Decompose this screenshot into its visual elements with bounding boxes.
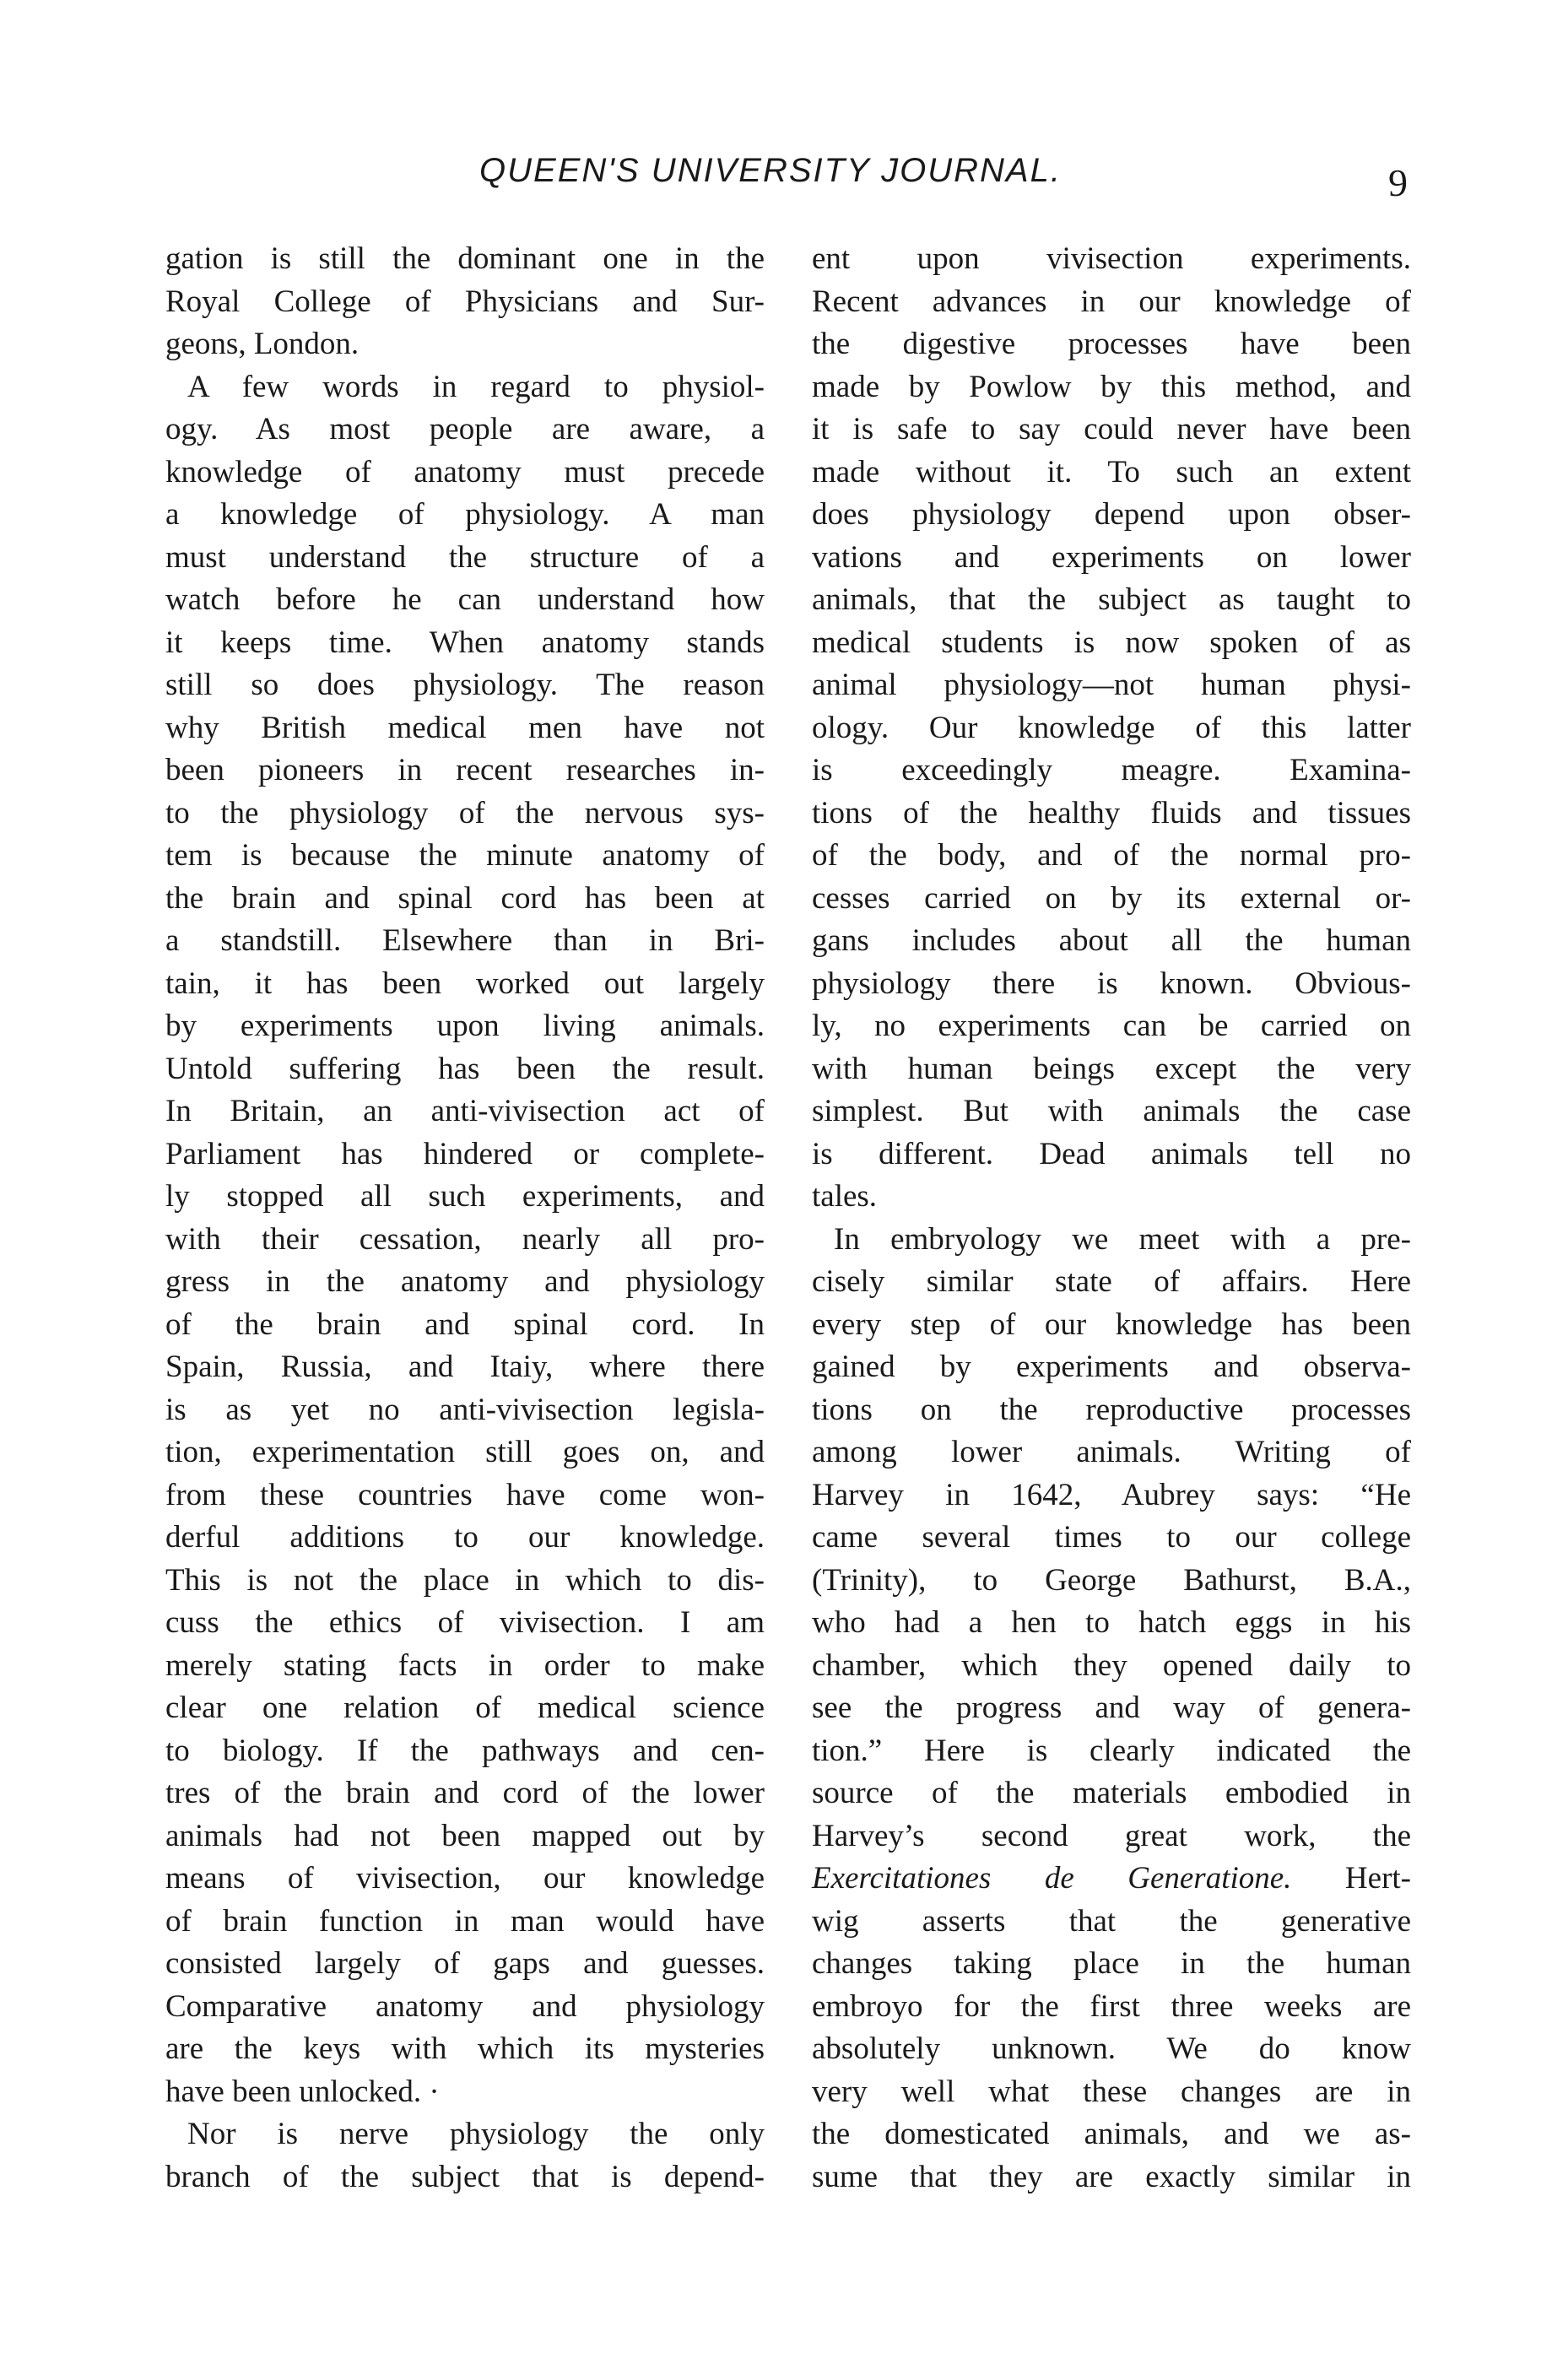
text-line: Harvey’s second great work, the	[812, 1818, 1411, 1853]
text-line: gation is still the dominant one in the	[165, 241, 765, 276]
text-line: knowledge of anatomy must precede	[165, 454, 765, 490]
text-line: tions of the healthy fluids and tissues	[812, 795, 1411, 830]
text-line: to biology. If the pathways and cen-	[165, 1733, 765, 1768]
text-line: very well what these changes are in	[812, 2074, 1411, 2109]
text-line: embroyo for the first three weeks are	[812, 1988, 1411, 2024]
journal-title: QUEEN'S UNIVERSITY JOURNAL.	[479, 152, 1062, 189]
text-line: tres of the brain and cord of the lower	[165, 1776, 765, 1810]
text-line: of the brain and spinal cord. In	[165, 1306, 765, 1342]
text-line: see the progress and way of genera-	[812, 1690, 1411, 1725]
text-line: ogy. As most people are aware, a	[165, 412, 765, 446]
text-line: among lower animals. Writing of	[812, 1435, 1411, 1469]
text-line: Comparative anatomy and physiology	[165, 1988, 765, 2024]
text-line: wig asserts that the generative	[812, 1903, 1411, 1939]
text-line: derful additions to our knowledge.	[165, 1520, 765, 1555]
text-line: gress in the anatomy and physiology	[165, 1264, 765, 1299]
text-line: watch before he can understand how	[165, 582, 765, 617]
text-line: why British medical men have not	[165, 710, 765, 745]
line-text: Hert-	[1291, 1861, 1411, 1896]
text-line: changes taking place in the human	[812, 1946, 1411, 1981]
text-line: In embryology we meet with a pre-	[834, 1221, 1411, 1257]
text-line: it is safe to say could never have been	[812, 412, 1411, 446]
text-line: from these countries have come won-	[165, 1477, 765, 1512]
text-line: ly stopped all such experiments, and	[165, 1179, 765, 1214]
text-line: physiology there is known. Obvious-	[812, 966, 1411, 1001]
text-line: Spain, Russia, and Itaiy, where there	[165, 1350, 765, 1384]
text-line: does physiology depend upon obser-	[812, 497, 1411, 532]
text-line: source of the materials embodied in	[812, 1776, 1411, 1810]
text-line: been pioneers in recent researches in-	[165, 753, 765, 787]
text-line: vations and experiments on lower	[812, 539, 1411, 575]
text-line: consisted largely of gaps and guesses.	[165, 1946, 765, 1981]
text-line: ology. Our knowledge of this latter	[812, 710, 1411, 745]
text-line: means of vivisection, our knowledge	[165, 1861, 765, 1896]
text-line: Parliament has hindered or complete-	[165, 1136, 765, 1171]
text-line: still so does physiology. The reason	[165, 668, 765, 702]
text-line: gained by experiments and observa-	[812, 1350, 1411, 1384]
text-line: animals, that the subject as taught to	[812, 582, 1411, 617]
text-line: is exceedingly meagre. Examina-	[812, 753, 1411, 787]
text-line: Recent advances in our knowledge of	[812, 284, 1411, 319]
text-line: ly, no experiments can be carried on	[812, 1009, 1411, 1043]
text-line: are the keys with which its mysteries	[165, 2031, 765, 2066]
page-number: 9	[1388, 161, 1408, 204]
text-line: tion, experimentation still goes on, and	[165, 1435, 765, 1469]
text-line: by experiments upon living animals.	[165, 1009, 765, 1043]
text-line: tales.	[812, 1179, 878, 1214]
text-line: made without it. To such an extent	[812, 454, 1411, 490]
text-line: to the physiology of the nervous sys-	[165, 795, 765, 830]
text-line: branch of the subject that is depend-	[165, 2159, 765, 2194]
text-line	[812, 1859, 1411, 1898]
text-line: simplest. But with animals the case	[812, 1094, 1411, 1128]
text-line: must understand the structure of a	[165, 539, 765, 575]
text-line: geons, London.	[165, 327, 360, 361]
text-line: medical students is now spoken of as	[812, 625, 1411, 660]
text-line: tion.” Here is clearly indicated the	[812, 1733, 1411, 1768]
text-line: Nor is nerve physiology the only	[187, 2117, 765, 2151]
text-line: A few words in regard to physiol-	[187, 369, 765, 404]
text-line: is different. Dead animals tell no	[812, 1136, 1411, 1171]
text-line: a knowledge of physiology. A man	[165, 497, 765, 532]
text-line: tem is because the minute anatomy of	[165, 838, 765, 873]
text-line: gans includes about all the human	[812, 923, 1411, 958]
text-line: of brain function in man would have	[165, 1903, 765, 1939]
text-line: clear one relation of medical science	[165, 1690, 765, 1725]
text-line: tain, it has been worked out largely	[165, 966, 765, 1001]
italic-title: Exercitationes de Generatione.	[812, 1861, 1292, 1896]
text-line: every step of our knowledge has been	[812, 1306, 1411, 1342]
text-line: the digestive processes have been	[812, 327, 1411, 361]
text-line: absolutely unknown. We do know	[812, 2031, 1411, 2066]
text-line: the brain and spinal cord has been at	[165, 880, 765, 916]
text-line: animal physiology—not human physi-	[812, 668, 1411, 702]
text-line: chamber, which they opened daily to	[812, 1647, 1411, 1683]
text-line: Harvey in 1642, Aubrey says: “He	[812, 1477, 1411, 1512]
text-line: merely stating facts in order to make	[165, 1647, 765, 1683]
text-line: Untold suffering has been the result.	[165, 1051, 765, 1086]
text-line: cuss the ethics of vivisection. I am	[165, 1605, 765, 1640]
text-line: Royal College of Physicians and Sur-	[165, 284, 765, 319]
text-line: it keeps time. When anatomy stands	[165, 625, 765, 660]
text-line: who had a hen to hatch eggs in his	[812, 1605, 1411, 1640]
text-line: In Britain, an anti-vivisection act of	[165, 1094, 765, 1128]
text-line: came several times to our college	[812, 1520, 1411, 1555]
text-line: (Trinity), to George Bathurst, B.A.,	[812, 1562, 1411, 1598]
text-line: with their cessation, nearly all pro-	[165, 1221, 765, 1257]
text-line: animals had not been mapped out by	[165, 1818, 765, 1853]
text-line: with human beings except the very	[812, 1051, 1411, 1086]
text-line: made by Powlow by this method, and	[812, 369, 1411, 404]
text-line: a standstill. Elsewhere than in Bri-	[165, 923, 765, 958]
text-line: is as yet no anti-vivisection legisla-	[165, 1392, 765, 1427]
text-line: the domesticated animals, and we as-	[812, 2117, 1411, 2151]
text-line: ent upon vivisection experiments.	[812, 241, 1411, 276]
text-line: cesses carried on by its external or-	[812, 880, 1411, 916]
text-line: of the body, and of the normal pro-	[812, 838, 1411, 873]
text-line: This is not the place in which to dis-	[165, 1562, 765, 1598]
text-line: sume that they are exactly similar in	[812, 2159, 1411, 2194]
text-line: tions on the reproductive processes	[812, 1392, 1411, 1427]
text-line: cisely similar state of affairs. Here	[812, 1264, 1411, 1299]
text-line: have been unlocked. ·	[165, 2074, 440, 2109]
